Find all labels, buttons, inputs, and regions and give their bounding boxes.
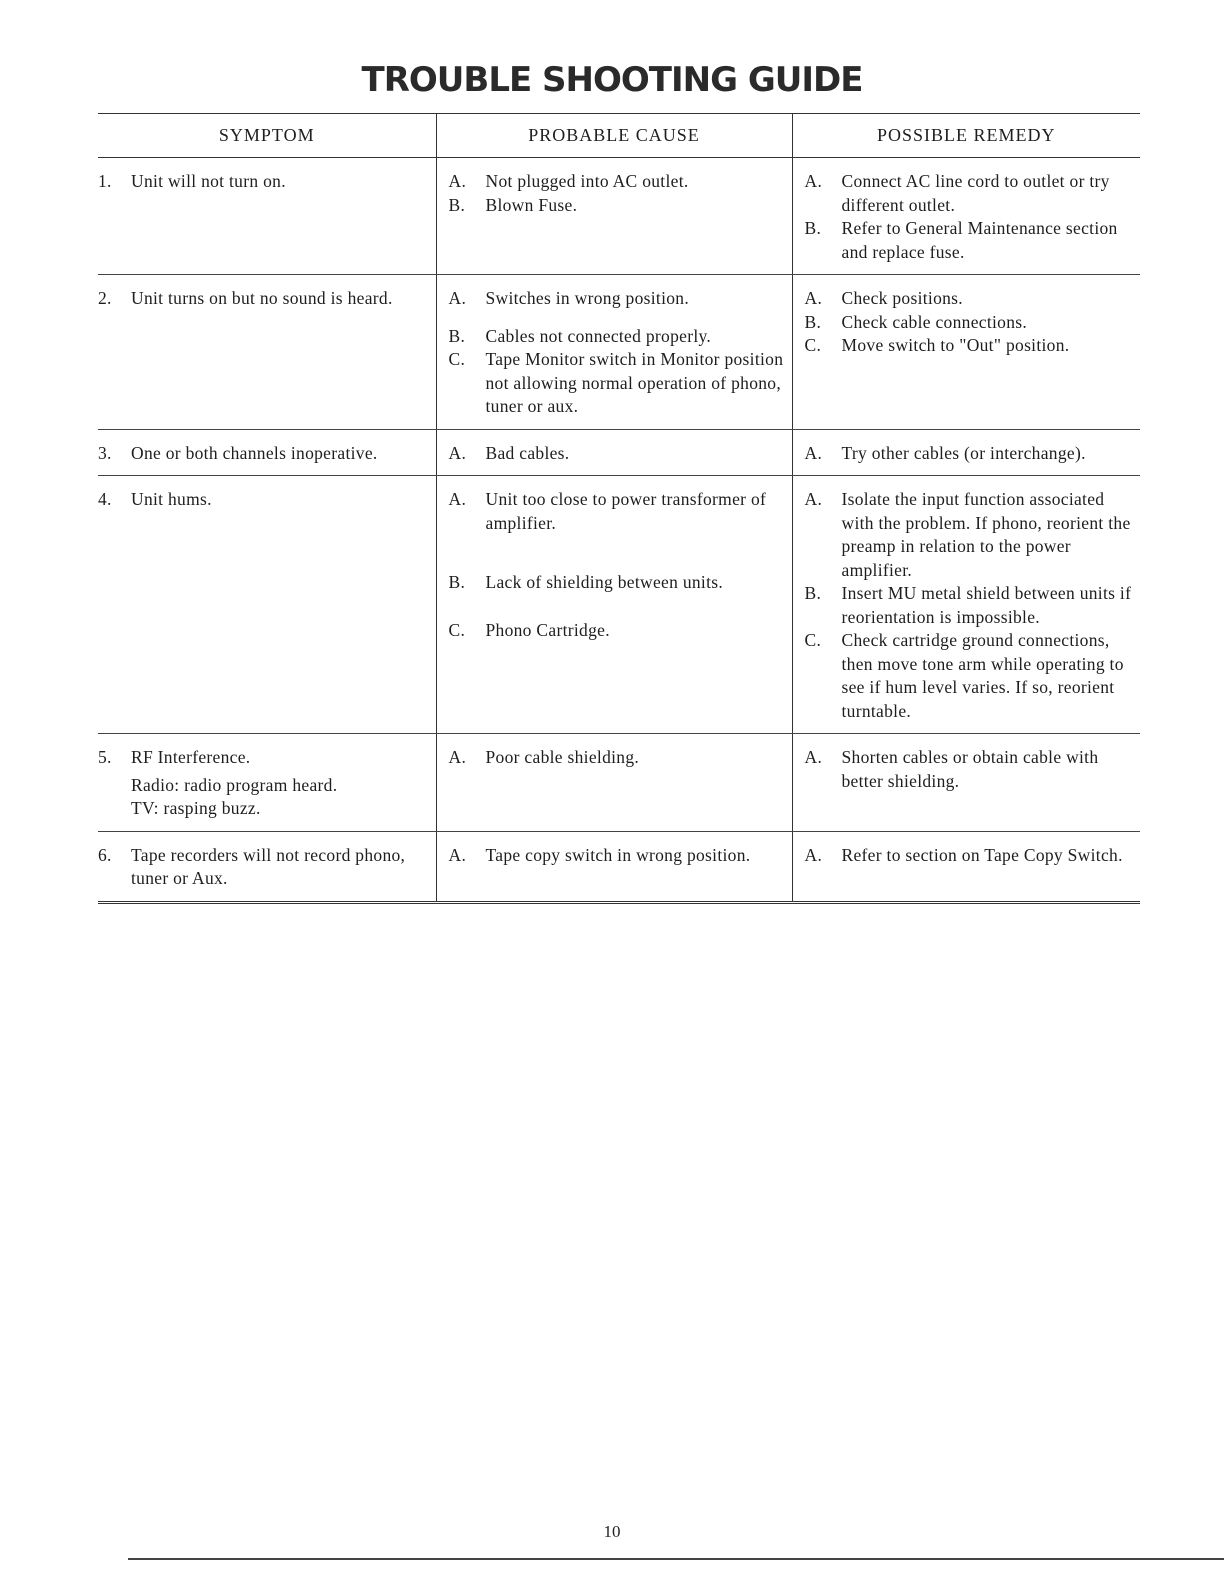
symptom-line: [98, 287, 430, 311]
remedy-text: Check cartridge ground connections, then move tone arm while operating to see if hum level varies. If so, reorient turntable.: [841, 630, 1124, 721]
row-number: 4.: [98, 489, 112, 509]
cause-item: [449, 170, 786, 194]
symptom-line: [98, 170, 430, 194]
remedy-cell: [792, 275, 1140, 430]
cause-text: Tape copy switch in wrong position.: [485, 844, 751, 865]
remedy-letter: B.: [804, 218, 822, 238]
header-possible-remedy: POSSIBLE REMEDY: [792, 114, 1140, 158]
cause-letter: A.: [448, 442, 467, 463]
remedy-text: Isolate the input function associated with the problem. If phono, reorient the preamp in relation to the power amplifier.: [841, 489, 1131, 580]
table-row: [98, 158, 1140, 275]
remedy-text: Shorten cables or obtain cable with better shielding.: [841, 747, 1099, 791]
symptom-detail: Radio: radio program heard.: [131, 774, 338, 795]
cause-text: Poor cable shielding.: [485, 747, 640, 767]
symptom-cell: [98, 429, 436, 476]
table-row: [98, 476, 1140, 734]
cause-item: [449, 194, 786, 218]
remedy-letter: A.: [804, 442, 823, 463]
remedy-item: [805, 334, 1135, 358]
header-symptom: SYMPTOM: [98, 114, 436, 158]
remedy-letter: A.: [804, 844, 823, 865]
symptom-cell: [98, 158, 436, 275]
table-row: [98, 831, 1140, 902]
remedy-letter: A.: [804, 171, 823, 191]
symptom-line: [98, 488, 430, 512]
remedy-cell: [792, 831, 1140, 902]
cause-cell: [436, 158, 792, 275]
table-row: [98, 275, 1140, 430]
header-probable-cause: PROBABLE CAUSE: [436, 114, 792, 158]
remedy-text: Check cable connections.: [841, 311, 1028, 332]
cause-text: Unit too close to power transformer of amplifier.: [485, 489, 767, 533]
remedy-item: [805, 170, 1135, 217]
row-number: 2.: [98, 288, 112, 308]
cause-text: Tape Monitor switch in Monitor position not allowing normal operation of phono, tuner or aux.: [485, 349, 784, 416]
cause-item: [449, 488, 786, 535]
remedy-letter: B.: [804, 311, 822, 332]
remedy-text: Check positions.: [841, 288, 963, 308]
remedy-item: [805, 442, 1135, 466]
remedy-letter: A.: [804, 489, 823, 509]
cause-cell: [436, 476, 792, 734]
symptom-cell: [98, 831, 436, 902]
cause-text: Blown Fuse.: [485, 194, 578, 215]
cause-item: [449, 348, 786, 419]
remedy-item: [805, 488, 1135, 582]
cause-text: Not plugged into AC outlet.: [485, 171, 689, 191]
cause-item: [449, 571, 786, 595]
remedy-letter: C.: [804, 630, 822, 650]
cause-item: [449, 619, 786, 643]
remedy-text: Insert MU metal shield between units if reorientation is impossible.: [841, 583, 1132, 627]
remedy-letter: C.: [804, 335, 822, 355]
cause-text: Bad cables.: [485, 442, 570, 463]
symptom-text: Tape recorders will not record phono, tuner or Aux.: [131, 844, 406, 888]
row-number: 3.: [98, 442, 112, 463]
remedy-letter: A.: [804, 747, 823, 767]
page-title: TROUBLE SHOOTING GUIDE: [361, 60, 863, 100]
cause-letter: A.: [448, 747, 467, 767]
cause-letter: B.: [448, 572, 466, 592]
remedy-text: Connect AC line cord to outlet or try different outlet.: [841, 171, 1110, 215]
remedy-cell: [792, 158, 1140, 275]
symptom-line: [98, 442, 430, 466]
cause-letter: B.: [448, 325, 466, 346]
remedy-item: [805, 287, 1135, 311]
trouble-shooting-table: [98, 113, 1140, 904]
symptom-line: [98, 746, 430, 770]
symptom-text: RF Interference.: [131, 747, 251, 767]
cause-item: [449, 442, 786, 466]
remedy-item: [805, 629, 1135, 723]
header-row: [98, 114, 1140, 158]
symptom-line: [98, 844, 430, 891]
symptom-text: Unit hums.: [131, 489, 212, 509]
cause-item: [449, 746, 786, 770]
row-number: 1.: [98, 171, 112, 191]
symptom-text: Unit turns on but no sound is heard.: [131, 288, 393, 308]
symptom-text: One or both channels inoperative.: [131, 442, 378, 463]
row-number: 5.: [98, 747, 112, 767]
symptom-cell: [98, 734, 436, 832]
remedy-item: [805, 844, 1135, 868]
remedy-item: [805, 746, 1135, 793]
cause-text: Switches in wrong position.: [485, 288, 690, 308]
cause-letter: A.: [448, 171, 467, 191]
cause-letter: B.: [448, 194, 466, 215]
row-number: 6.: [98, 844, 112, 865]
remedy-text: Move switch to "Out" position.: [841, 335, 1070, 355]
cause-cell: [436, 429, 792, 476]
cause-cell: [436, 831, 792, 902]
cause-item: [449, 325, 786, 349]
symptom-text: Unit will not turn on.: [131, 171, 286, 191]
cause-cell: [436, 275, 792, 430]
table-row: [98, 429, 1140, 476]
remedy-text: Refer to section on Tape Copy Switch.: [841, 844, 1123, 865]
remedy-letter: B.: [804, 583, 822, 603]
cause-letter: C.: [448, 349, 466, 369]
remedy-item: [805, 311, 1135, 335]
cause-cell: [436, 734, 792, 832]
remedy-cell: [792, 734, 1140, 832]
page-number: 10: [603, 1522, 621, 1541]
cause-text: Lack of shielding between units.: [485, 572, 724, 592]
cause-letter: C.: [448, 619, 466, 640]
cause-letter: A.: [448, 489, 467, 509]
bottom-rule: [128, 1558, 1224, 1560]
symptom-cell: [98, 275, 436, 430]
symptom-cell: [98, 476, 436, 734]
remedy-text: Refer to General Maintenance section and replace fuse.: [841, 218, 1118, 262]
cause-item: [449, 287, 786, 311]
cause-letter: A.: [448, 288, 467, 308]
remedy-cell: [792, 429, 1140, 476]
remedy-letter: A.: [804, 288, 823, 308]
cause-item: [449, 844, 786, 868]
remedy-item: [805, 582, 1135, 629]
cause-text: Phono Cartridge.: [485, 619, 610, 640]
cause-letter: A.: [448, 844, 467, 865]
symptom-detail: TV: rasping buzz.: [131, 798, 261, 818]
table-row: [98, 734, 1140, 832]
remedy-item: [805, 217, 1135, 264]
remedy-cell: [792, 476, 1140, 734]
remedy-text: Try other cables (or interchange).: [841, 442, 1086, 463]
cause-text: Cables not connected properly.: [485, 325, 712, 346]
